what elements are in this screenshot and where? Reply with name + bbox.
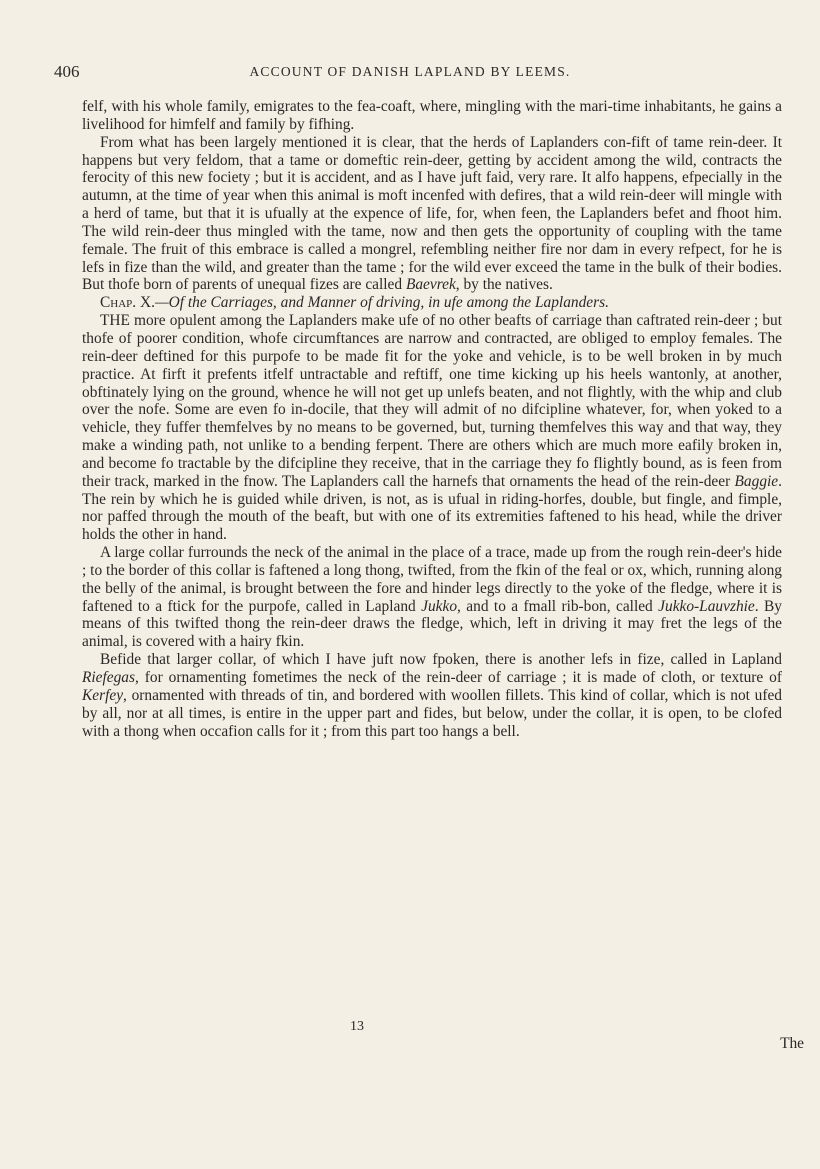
paragraph-collar xyxy=(82,544,782,651)
catchword: The xyxy=(780,1035,804,1052)
paragraph-text: . The rein by which he is guided while driven, is not, as is ufual in riding-horfes, double, but fingle, and fimple, nor paffed through the mouth of the beaft, but with one of its extremities faftened to his head, while the driver holds the other in hand. xyxy=(82,472,782,544)
paragraph-text: felf, with his whole family, emigrates to the fea-coaft, where, mingling with the mari-time inhabitants, he gains a livelihood for himfelf and family by fifhing. xyxy=(82,98,782,133)
paragraph-small-collar xyxy=(82,651,782,740)
paragraph-text: , by the natives. xyxy=(455,276,553,294)
paragraph-carriages xyxy=(82,312,782,544)
paragraph-text: . By means of this twifted thong the rein-deer draws the fledge, which, left in driving it may fret the legs of the animal, is covered with a hairy fkin. xyxy=(82,597,782,651)
opening-word: THE xyxy=(100,312,130,330)
body-text xyxy=(82,98,782,740)
chapter-title: —Of the Carriages, and Manner of driving, in ufe among the Laplanders. xyxy=(154,294,609,312)
chapter-heading xyxy=(82,294,782,312)
italic-term: Jukko xyxy=(421,597,458,615)
paragraph-continuation xyxy=(82,98,782,134)
page-footer xyxy=(82,1019,804,1059)
running-title: ACCOUNT OF DANISH LAPLAND BY LEEMS. xyxy=(249,64,571,79)
paragraph-text: Befide that larger collar, of which I have juft now fpoken, there is another lefs in fize, called in Lapland xyxy=(100,651,782,669)
italic-term: Baevrek xyxy=(405,276,456,294)
paragraph-text: From what has been largely mentioned it is clear, that the herds of Laplanders con-fift of tame rein-deer. It happens but very feldom, that a tame or domeftic rein-deer, getting by accident among the wild, contracts the ferocity of this new fociety ; but it is accident, and as I have juft faid, very rare. It alfo happens, efpecially in the autumn, at the time of year when this animal is moft incenfed with defires, that a wild rein-deer will mingle with a herd of tame, but that it is ufually at the expence of life, for, when feen, the Laplanders befet and fhoot him. The wild rein-deer thus mingled with the tame, now and then gets the opportunity of coupling with the tame female. The fruit of this embrace is called a mongrel, refembling neither fire nor dam in every refpect, for he is lefs in fize than the wild, and greater than the tame ; for the wild ever exceed the tame in the bulk of their bodies. But thofe born of parents of unequal fizes are called xyxy=(82,133,782,294)
paragraph-text: , and to a fmall rib-bon, called xyxy=(457,597,659,615)
paragraph-text: , for ornamenting fometimes the neck of the rein-deer of carriage ; it is made of cloth, or texture of xyxy=(135,669,782,686)
italic-term: Baggie xyxy=(734,472,779,490)
signature-mark: 13 xyxy=(350,1019,364,1034)
paragraph-text: , ornamented with threads of tin, and bordered with woollen fillets. This kind of collar, which is not ufed by all, nor at all times, is entire in the upper part and fides, but below, under the collar, it is open, to be clofed with a thong when occafion calls for it ; from this part too hangs a bell. xyxy=(82,686,782,740)
page-header xyxy=(54,62,766,84)
paragraph-text: more opulent among the Laplanders make ufe of no other beafts of carriage than caftrated rein-deer ; but thofe of poorer condition, whofe circumftances are narrow and contracted, are obliged to employ females. The rein-deer deftined for this purpofe to be made fit for the yoke and vehicle, is to be well broken in by much practice. At firft it prefents itfelf untractable and reftiff, one time kicking up his heels wantonly, at another, obftinately lying on the ground, whence he will not get up unlefs beaten, and not flightly, with the whip and club over the nofe. Some are even fo in-docile, that they will admit of no difcipline whatever, for, when yoked to a vehicle, they fuffer themfelves by no means to be governed, but, turning themfelves this way and that way, they make a winding path, not unlike to a bending ferpent. There are others which are much more eafily broken in, and become fo tractable by the difcipline they receive, that in the carriage they fo flightly bound, as is feen from their track, marked in the fnow. The Laplanders call the harnefs that ornaments the head of the rein-deer xyxy=(82,312,782,490)
italic-term: Jukko-Lauvzhie xyxy=(658,597,755,615)
paragraph-text: A large collar furrounds the neck of the animal in the place of a trace, made up from the rough rein-deer's hide ; to the border of this collar is faftened a long thong, twifted, from the fkin of the feal or ox, which, running along the belly of the animal, is brought between the fore and hinder legs directly to the yoke of the fledge, where it is faftened to a ftick for the purpofe, called in Lapland xyxy=(82,544,782,615)
italic-term: Riefegas xyxy=(82,669,135,686)
paragraph-herds xyxy=(82,134,782,295)
chapter-label: Chap. X. xyxy=(100,294,155,312)
page-number: 406 xyxy=(54,62,80,81)
italic-term: Kerfey xyxy=(82,686,124,704)
